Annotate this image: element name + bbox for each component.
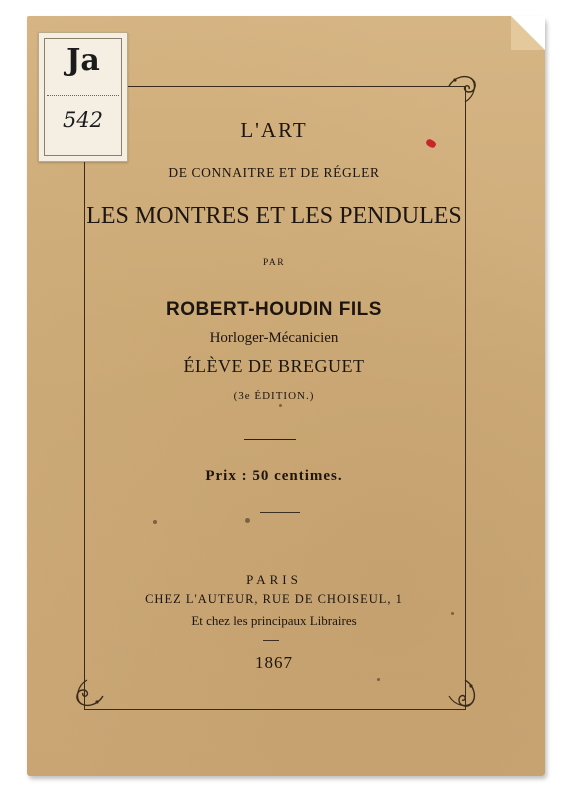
label-divider (47, 95, 119, 96)
title-small: L'ART (240, 118, 308, 142)
main-title: LES MONTRES ET LES PENDULES (86, 203, 462, 229)
divider-rule (244, 439, 296, 440)
foxing-spot (245, 518, 250, 523)
author-student-of: ÉLÈVE DE BREGUET (183, 356, 365, 376)
foxing-spot (153, 520, 157, 524)
by-line: PAR (262, 258, 286, 268)
corner-fold (511, 16, 545, 50)
subtitle: DE CONNAITRE ET DE RÉGLER (168, 165, 380, 180)
corner-ornament-bottom-right (445, 676, 479, 710)
edition-note: (3e ÉDITION.) (233, 390, 315, 402)
label-shelf-code: Ja (66, 43, 100, 78)
author-name: ROBERT-HOUDIN FILS (166, 299, 382, 320)
corner-ornament-bottom-left (73, 676, 107, 710)
label-number: 542 (62, 108, 104, 132)
divider-rule-small (260, 512, 300, 513)
publication-city: PARIS (246, 572, 302, 587)
book-cover (27, 16, 545, 776)
author-profession: Horloger-Mécanicien (209, 330, 339, 346)
foxing-spot (279, 404, 282, 407)
publisher-address: CHEZ L'AUTEUR, RUE DE CHOISEUL, 1 (145, 592, 403, 606)
price: Prix : 50 centimes. (205, 468, 343, 484)
foxing-spot (377, 678, 380, 681)
divider-rule-short (263, 640, 279, 641)
foxing-spot (451, 612, 454, 615)
corner-ornament-top-right (445, 72, 479, 106)
distribution-note: Et chez les principaux Libraires (191, 613, 357, 628)
publication-year: 1867 (255, 653, 293, 672)
